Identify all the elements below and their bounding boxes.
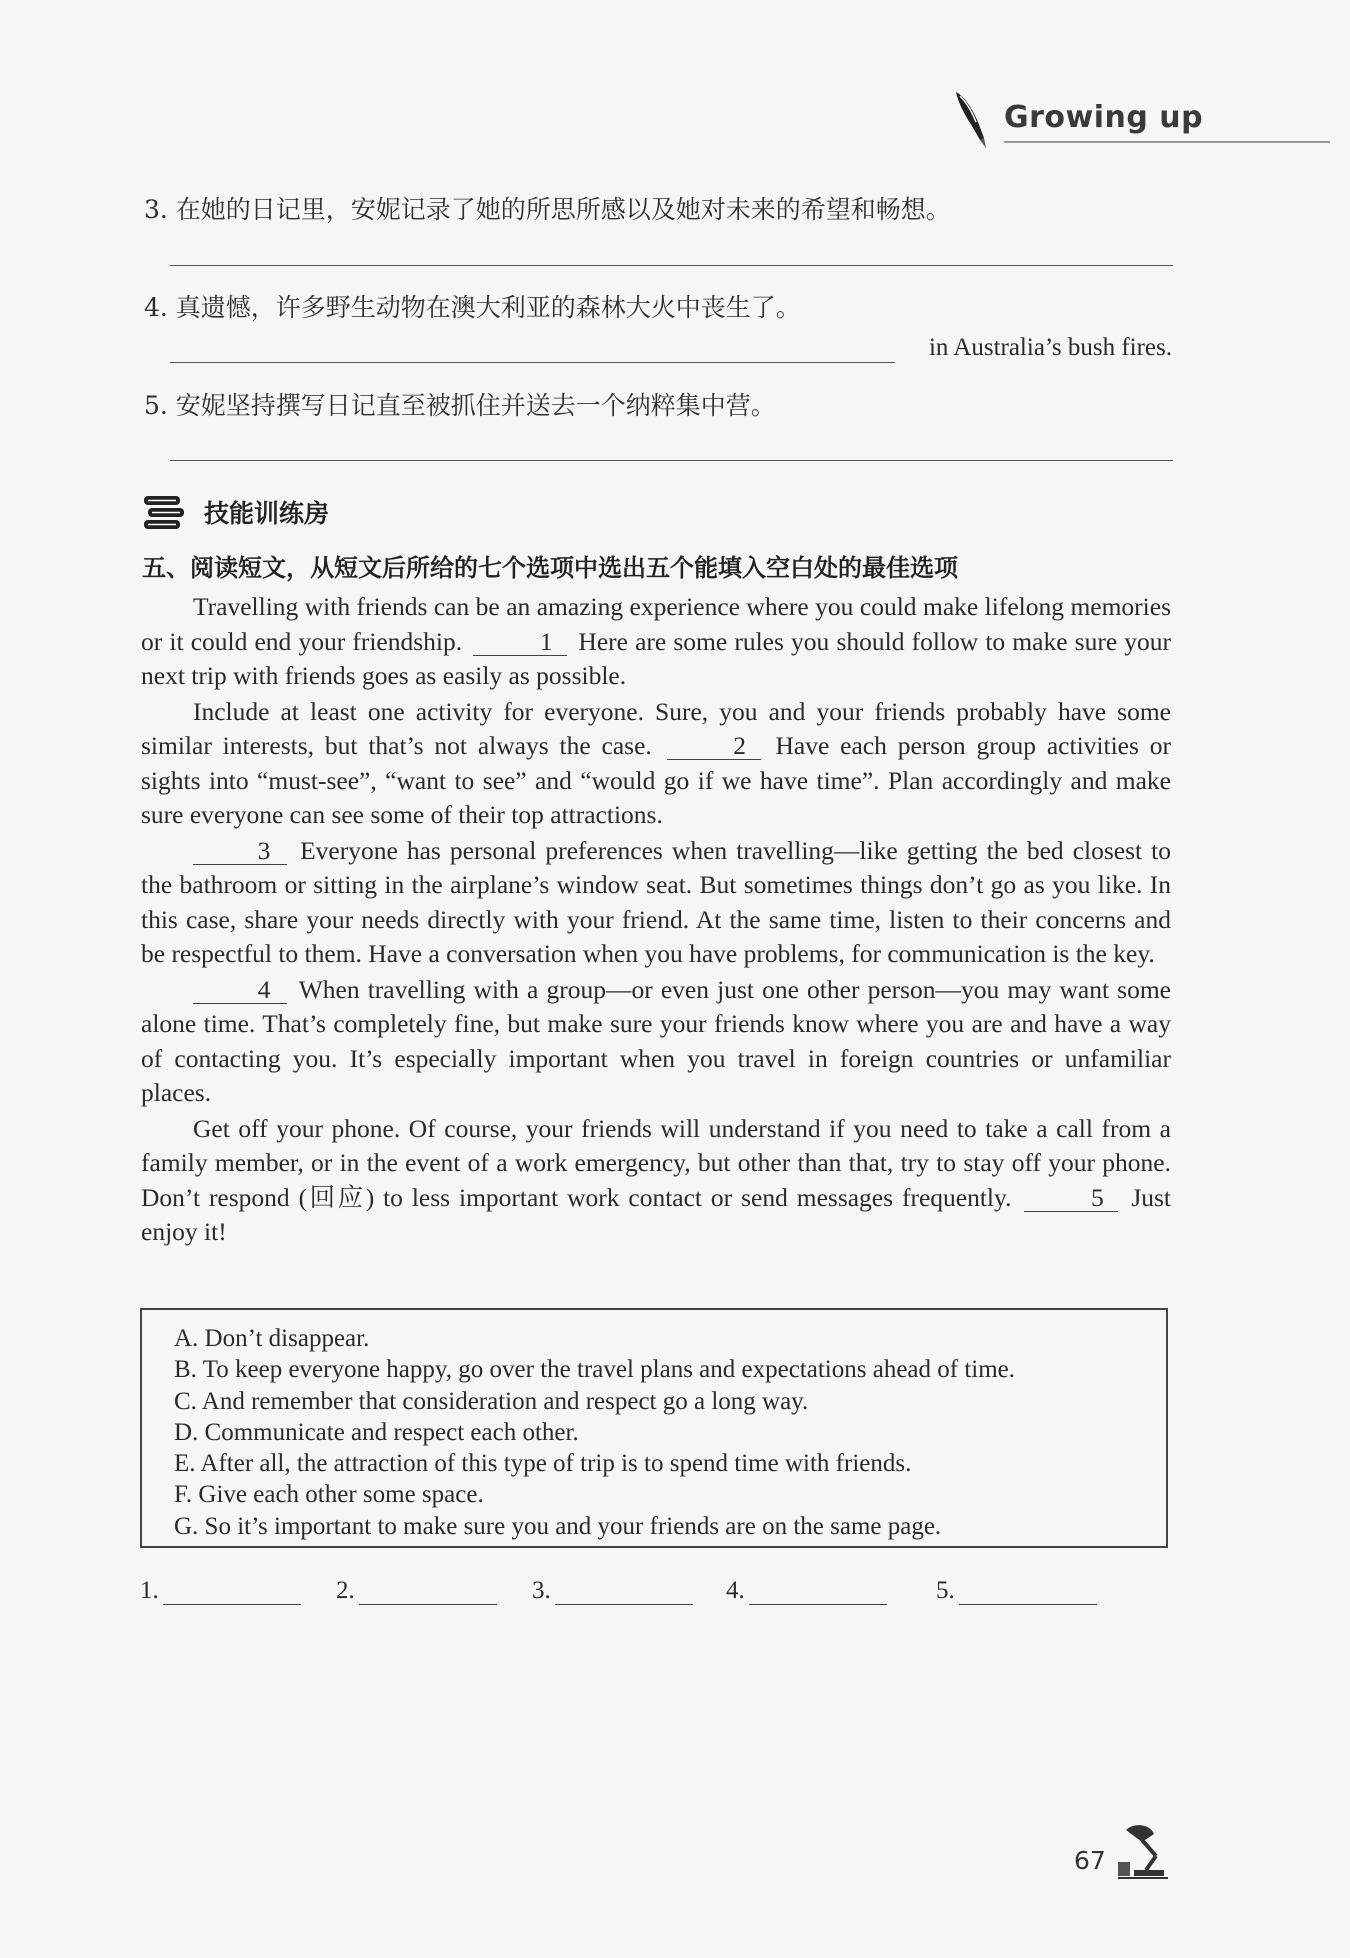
answer-blank[interactable] [749,1576,887,1605]
answer-row [140,1576,1180,1616]
pen-icon [950,88,990,150]
answer-blank[interactable] [959,1576,1097,1605]
blank-4: 4 [193,977,287,1004]
translation-item-3: 3. 在她的日记里，安妮记录了她的所思所感以及她对未来的希望和畅想。 [144,195,951,224]
header-rule [1004,141,1330,143]
translation-item-5: 5. 安妮坚持撰写日记直至被抓住并送去一个纳粹集中营。 [144,391,776,420]
chapter-title: Growing up [1004,100,1204,135]
option-c: C. And remember that consideration and respect go a long way. [174,1387,809,1415]
paragraph-3: 3 Everyone has personal preferences when travelling—like getting the bed closest to the bathroom or sitting in the airplane’s window seat. But sometimes things don’t go as you like. In this case, share your needs directly with your friend. At the same time, listen to their concerns and be respectful to them. Have a conversation when you have problems, for communication is the key. [141,835,1172,968]
chapter-header [950,88,1330,148]
answer-slot-4[interactable]: 4. [726,1576,887,1605]
exercise-instruction: 五、阅读短文，从短文后所给的七个选项中选出五个能填入空白处的最佳选项 [142,554,958,582]
answer-slot-3[interactable]: 3. [532,1576,693,1605]
answer-line[interactable] [170,265,1173,266]
blank-2: 2 [667,733,761,760]
option-a: A. Don’t disappear. [174,1325,370,1352]
options-box [140,1308,1168,1548]
option-g: G. So it’s important to make sure you and your friends are on the same page. [174,1512,942,1540]
option-f: F. Give each other some space. [174,1481,484,1509]
blank-3: 3 [193,838,287,865]
answer-blank[interactable] [555,1576,693,1605]
lamp-icon [1112,1820,1172,1880]
answer-blank[interactable] [163,1576,301,1605]
option-d: D. Communicate and respect each other. [174,1418,579,1446]
books-icon [142,494,186,532]
section-label: 技能训练房 [204,499,330,528]
reading-passage [141,590,1171,1251]
paragraph-2: Include at least one activity for everyone. Sure, you and your friends probably have some similar interests, but that’s not always the case. 2 Have each person group activities or sights into “must-see”, “want to see” and “would go if we have time”. Plan accordingly and make sure everyone can see some of their top attractions. [141,696,1172,829]
translation-tail: in Australia’s bush fires. [928,334,1172,361]
paragraph-5: Get off your phone. Of course, your friends will understand if you need to take a call from a family member, or in the event of a work emergency, but other than that, try to stay off your phone. Don’t respond (回应) to less important work contact or send messages frequently. 5 Just enjoy it! [141,1113,1172,1246]
option-b: B. To keep everyone happy, go over the travel plans and expectations ahead of time. [174,1356,1016,1384]
answer-line[interactable] [170,362,895,363]
answer-line[interactable] [170,460,1173,461]
blank-5: 5 [1024,1185,1118,1212]
answer-slot-1[interactable]: 1. [140,1576,301,1605]
answer-slot-5[interactable]: 5. [936,1576,1097,1605]
answer-blank[interactable] [359,1576,497,1605]
blank-1: 1 [473,629,567,656]
paragraph-4: 4 When travelling with a group—or even just one other person—you may want some alone time. That’s completely fine, but make sure your friends know where you are and have a way of contacting you. It’s especially important when you travel in foreign countries or unfamiliar places. [141,974,1172,1107]
option-e: E. After all, the attraction of this type of trip is to spend time with friends. [174,1450,912,1478]
page-number: 67 [1074,1846,1106,1875]
paragraph-1: Travelling with friends can be an amazing experience where you could make lifelong memories or it could end your friendship. 1 Here are some rules you should follow to make sure your next trip with friends goes as easily as possible. [141,592,1172,690]
answer-slot-2[interactable]: 2. [336,1576,497,1605]
translation-item-4: 4. 真遗憾，许多野生动物在澳大利亚的森林大火中丧生了。 [144,293,801,322]
